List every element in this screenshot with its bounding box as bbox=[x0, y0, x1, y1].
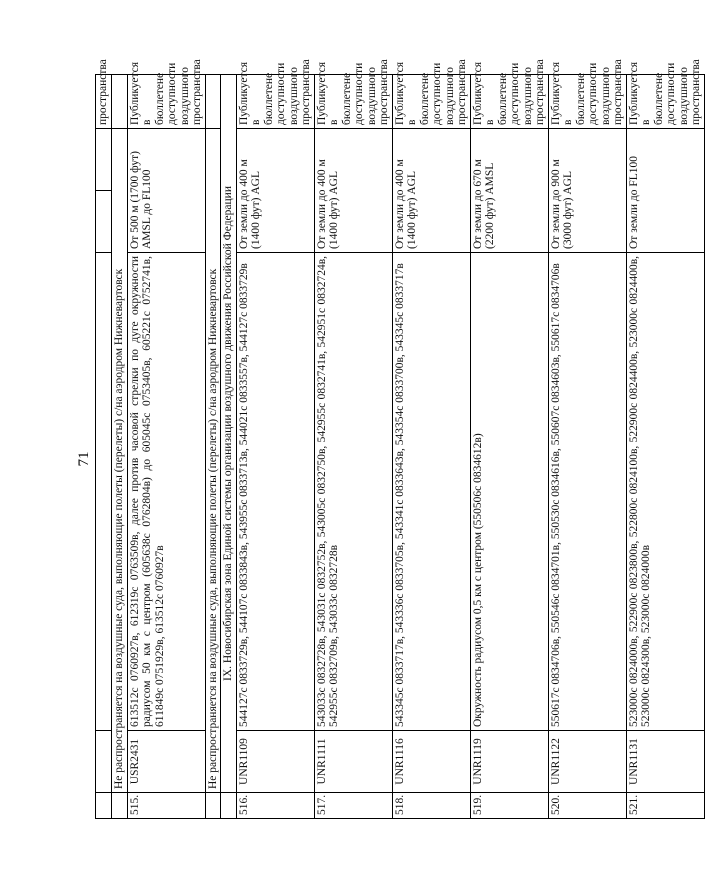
zone-altitude: От земли до 400 м (1400 фут) AGL bbox=[236, 129, 314, 253]
zone-altitude: От земли до FL100 bbox=[626, 129, 704, 253]
zone-coordinates: 550617с 0834706в, 550546с 0834701в, 550530с 0834616в, 550607с 0834603в, 550617с 0834706в bbox=[548, 253, 626, 731]
note-text: Не распространяется на воздушные суда, выполняющие полеты (перелеты) с/на аэродром Нижневартовск bbox=[205, 129, 221, 793]
page-number: 71 bbox=[76, 451, 92, 467]
empty-cell bbox=[112, 793, 128, 819]
row-number: 517. bbox=[314, 793, 392, 819]
rotated-page bbox=[95, 59, 702, 819]
zone-publication: Публикуется в бюллетене доступности воздушного пространства bbox=[626, 75, 704, 129]
table-row bbox=[470, 75, 548, 819]
row-number: 515. bbox=[127, 793, 205, 819]
zone-publication: Публикуется в бюллетене доступности воздушного пространства bbox=[314, 75, 392, 129]
zone-code: UNR1122 bbox=[548, 731, 626, 793]
zone-altitude: От 500 м (1700 фут) AMSL до FL100 bbox=[127, 129, 205, 253]
header-cell bbox=[96, 253, 112, 731]
zone-coordinates: 613512с 0760927в, 612319с 0763509в, далее против часовой стрелки по дуге окружности радиусом 50 км с центром (605638с 0762804в) до 605045с 0753405в, 605221с 0752741в, 611849с 0751929в, 613512с 0760927в bbox=[127, 253, 205, 731]
table-row bbox=[314, 75, 392, 819]
zone-code: UNR1131 bbox=[626, 731, 704, 793]
table-row bbox=[392, 75, 470, 819]
zone-publication: Публикуется в бюллетене доступности воздушного пространства bbox=[470, 75, 548, 129]
zone-coordinates: 523000с 0824000в, 522900с 0823800в, 522800с 0824100в, 522900с 0824400в, 523000с 0824400в, 523000с 0824300в, 523000с 0824000в bbox=[626, 253, 704, 731]
section-title: IX. Новосибирская зона Единой системы организации воздушного движения Российской Федерации bbox=[221, 75, 237, 793]
zone-altitude: От земли до 670 м (2200 фут) AMSL bbox=[470, 129, 548, 253]
header-cell bbox=[96, 129, 112, 191]
zone-publication: Публикуется в бюллетене доступности воздушного пространства bbox=[392, 75, 470, 129]
row-number: 520. bbox=[548, 793, 626, 819]
row-number: 518. bbox=[392, 793, 470, 819]
zone-altitude: От земли до 900 м (3000 фут) AGL bbox=[548, 129, 626, 253]
zone-publication: Публикуется в бюллетене доступности воздушного пространства bbox=[127, 75, 205, 129]
table-row bbox=[236, 75, 314, 819]
empty-cell bbox=[221, 793, 237, 819]
table-header-row bbox=[96, 75, 112, 819]
zone-coordinates: 544127с 0833729в, 544107с 0833843в, 543955с 0833713в, 544021с 0833557в, 544127с 0833729в bbox=[236, 253, 314, 731]
table-row bbox=[548, 75, 626, 819]
row-number: 521. bbox=[626, 793, 704, 819]
zone-code: UNR1119 bbox=[470, 731, 548, 793]
airspace-table bbox=[95, 59, 705, 819]
header-cell-publication: пространства bbox=[96, 75, 112, 129]
zone-code: UNR1116 bbox=[392, 731, 470, 793]
table-row bbox=[127, 75, 205, 819]
zone-coordinates: 543033с 0832728в, 543031с 0832752в, 543005с 0832750в, 542955с 0832741в, 542951с 0832724в, 542955с 0832709в, 543033с 0832728в bbox=[314, 253, 392, 731]
empty-cell bbox=[112, 75, 128, 129]
empty-cell bbox=[205, 75, 221, 129]
zone-coordinates: Окружность радиусом 0,5 км с центром (550506с 0834612в) bbox=[470, 253, 548, 731]
zone-altitude: От земли до 400 м (1400 фут) AGL bbox=[392, 129, 470, 253]
zone-publication: Публикуется в бюллетене доступности воздушного пространства bbox=[236, 75, 314, 129]
note-text: Не распространяется на воздушные суда, выполняющие полеты (перелеты) с/на аэродром Нижневартовск bbox=[112, 129, 128, 793]
section-row bbox=[221, 75, 237, 819]
zone-altitude: От земли до 400 м (1400 фут) AGL bbox=[314, 129, 392, 253]
row-number: 519. bbox=[470, 793, 548, 819]
header-cell bbox=[96, 793, 112, 819]
zone-publication: Публикуется в бюллетене доступности воздушного пространства bbox=[548, 75, 626, 129]
note-row bbox=[205, 75, 221, 819]
zone-code: UNR1109 bbox=[236, 731, 314, 793]
zone-coordinates: 543345с 0833717в, 543336с 0833705в, 543341с 0833643в, 543354с 0833700в, 543345с 0833717в bbox=[392, 253, 470, 731]
table-row bbox=[626, 75, 704, 819]
zone-code: UNR1111 bbox=[314, 731, 392, 793]
note-row bbox=[112, 75, 128, 819]
header-cell bbox=[96, 731, 112, 793]
row-number: 516. bbox=[236, 793, 314, 819]
zone-code: USR2431 bbox=[127, 731, 205, 793]
empty-cell bbox=[205, 793, 221, 819]
header-cell bbox=[96, 191, 112, 253]
